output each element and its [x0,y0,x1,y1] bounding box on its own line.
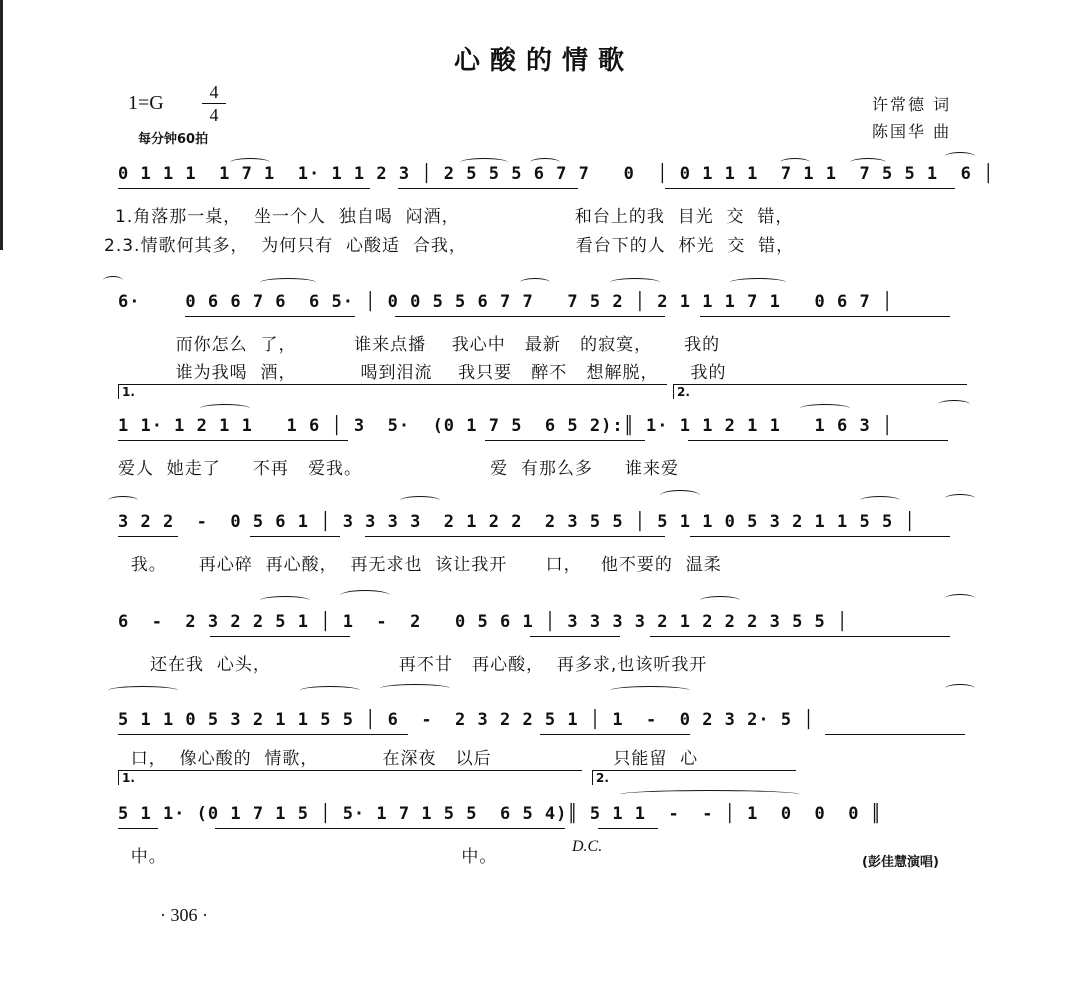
da-capo-marking: D.C. [572,838,603,855]
page-number: · 306 · [160,905,208,925]
lyric-line-1: 中。 中。 [118,847,498,867]
page-left-edge [0,0,3,250]
song-title: 心酸的情歌 [453,46,634,76]
notation-line: 0 1 1 1 1 7 1 1· 1 1 2 3 │ 2 5 5 5 6 7 7 0 │ 0 1 1 1 7 1 1 7 5 5 1 6 │ [118,164,995,184]
lyric-line-1: 而你怎么 了， 谁来点播 我心中 最新 的寂寞， 我的 [118,335,721,355]
notation-line: 1 1· 1 2 1 1 1 6 │ 3 5· (0 1 7 5 6 5 2):║ 1· 1 1 2 1 1 1 6 3 │ [118,416,894,436]
volta-1: 1. [118,770,582,785]
notation-line: 6· 0 6 6 7 6 6 5· │ 0 0 5 5 6 7 7 7 5 2 │ 2 1 1 1 7 1 0 6 7 │ [118,292,894,312]
lyric-line-1: 1.角落那一桌， 坐一个人 独自喝 闷酒， 和台上的我 目光 交 错， [115,207,794,227]
notation-line: 5 1 1 0 5 3 2 1 1 5 5 │ 6 - 2 3 2 2 5 1 │ 1 - 0 2 3 2· 5 │ [118,710,815,730]
volta-2: 2. [592,770,796,785]
notation-line: 5 1 1· (0 1 7 1 5 │ 5· 1 7 1 5 5 6 5 4)║ 5 1 1 - - │ 1 0 0 0 ║ [118,804,882,824]
tempo-marking: 每分钟60拍 [138,132,209,147]
meter-top: 4 [209,82,219,102]
lyricist-credit: 许常德 词 [872,95,952,114]
volta-1: 1. [118,384,667,399]
lyric-line-1: 还在我 心头， 再不甘 再心酸， 再多求,也该听我开 [118,655,708,675]
lyric-line-1: 爱人 她走了 不再 爱我。 爱 有那么多 谁来爱 [118,459,679,479]
lyric-line-2: 谁为我喝 酒， 喝到泪流 我只要 醉不 想解脱， 我的 [118,363,727,383]
performer-credit: (彭佳慧演唱) [862,855,939,870]
key-signature: 1=G [128,92,164,114]
notation-line: 6 - 2 3 2 2 5 1 │ 1 - 2 0 5 6 1 │ 3 3 3 3 2 1 2 2 2 3 5 5 │ [118,612,849,632]
notation-line: 3 2 2 - 0 5 6 1 │ 3 3 3 3 2 1 2 2 2 3 5 5 │ 5 1 1 0 5 3 2 1 1 5 5 │ [118,512,916,532]
meter-bottom: 4 [209,105,219,125]
lyric-line-2: 2.3.情歌何其多， 为何只有 心酸适 合我， 看台下的人 杯光 交 错， [104,236,795,256]
composer-credit: 陈国华 曲 [872,122,952,141]
volta-2: 2. [673,384,967,399]
lyric-line-1: 我。 再心碎 再心酸， 再无求也 该让我开 口， 他不要的 温柔 [118,555,722,575]
lyric-line-1: 口， 像心酸的 情歌， 在深夜 以后 只能留 心 [118,749,699,769]
time-signature [202,82,226,125]
